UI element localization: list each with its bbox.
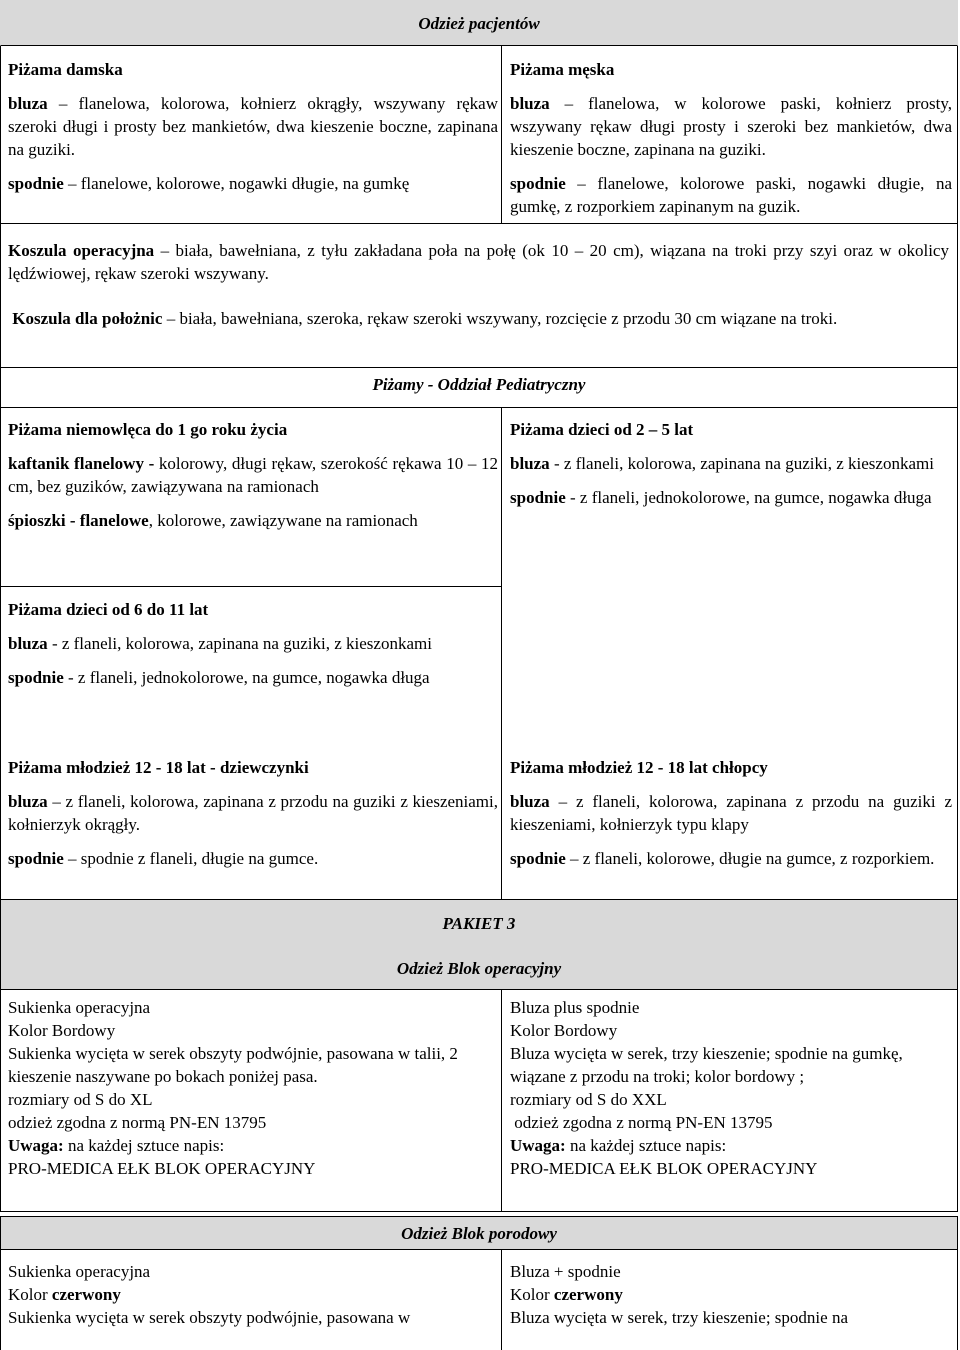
op-set-desc: Bluza wycięta w serek, trzy kieszenie; spodnie na gumkę, wiązane z przodu na troki; kolor bordowy ; — [510, 1044, 903, 1086]
op-set-sizes: rozmiary od S do XXL — [510, 1090, 667, 1109]
kids-2-5-spodnie: spodnie - z flaneli, jednokolorowe, na gumce, nogawka długa — [510, 488, 932, 507]
packet-title: PAKIET 3 — [442, 914, 516, 933]
op-set-print: PRO-MEDICA EŁK BLOK OPERACYJNY — [510, 1159, 818, 1178]
teen-girls-title: Piżama młodzież 12 - 18 lat - dziewczynki — [8, 758, 309, 777]
infant-cell — [8, 418, 498, 532]
del-dress-cell — [8, 1260, 493, 1329]
op-dress-note: Uwaga: na każdej sztuce napis: — [8, 1136, 225, 1155]
patients-header — [0, 0, 958, 46]
column-divider — [501, 408, 502, 899]
teen-girls-cell — [8, 756, 498, 870]
men-bluza: bluza – flanelowa, w kolorowe paski, kołnierz prosty, wszywany rękaw długi prosty i szeroki bez mankietów, dwa kieszenie boczne, zapinana na guziki. — [510, 94, 952, 159]
row-divider — [1, 586, 501, 587]
op-set-cell — [510, 996, 952, 1180]
women-pajama-cell — [8, 58, 498, 195]
teen-boys-spodnie: spodnie – z flaneli, kolorowe, długie na gumce, z rozporkiem. — [510, 849, 935, 868]
column-divider — [501, 990, 502, 1211]
del-set-cell — [510, 1260, 952, 1329]
del-set-color: Kolor czerwony — [510, 1285, 623, 1304]
op-set-norm: odzież zgodna z normą PN-EN 13795 — [510, 1113, 773, 1132]
del-dress-desc: Sukienka wycięta w serek obszyty podwójnie, pasowana w — [8, 1308, 411, 1327]
op-dress-norm: odzież zgodna z normą PN-EN 13795 — [8, 1113, 267, 1132]
pediatric-header — [0, 368, 958, 408]
men-pajama-cell — [510, 58, 952, 218]
teen-boys-title: Piżama młodzież 12 - 18 lat chłopcy — [510, 758, 768, 777]
shirts-section — [0, 224, 958, 368]
del-set-title: Bluza + spodnie — [510, 1262, 621, 1281]
patients-header-title: Odzież pacjentów — [418, 14, 540, 33]
del-dress-title: Sukienka operacyjna — [8, 1262, 151, 1281]
infant-kaftanik: kaftanik flanelowy - kolorowy, długi rękaw, szerokość rękawa 10 – 12 cm, bez guzików, zawiązywana na ramionach — [8, 454, 498, 496]
teen-girls-bluza: bluza – z flaneli, kolorowa, zapinana z przodu na guziki z kieszeniami, kołnierzyk okrągły. — [8, 792, 498, 834]
women-pajama-title: Piżama damska — [8, 60, 123, 79]
op-dress-color: Kolor Bordowy — [8, 1021, 116, 1040]
op-dress-desc: Sukienka wycięta w serek obszyty podwójnie, pasowana w talii, 2 kieszenie naszywane po bokach poniżej pasa. — [8, 1044, 458, 1086]
op-dress-sizes: rozmiary od S do XL — [8, 1090, 153, 1109]
packet-header — [0, 900, 958, 990]
column-divider — [501, 46, 502, 223]
men-spodnie: spodnie – flanelowe, kolorowe paski, nogawki długie, na gumkę, z rozporkiem zapinanym na guzik. — [510, 174, 952, 216]
op-dress-title: Sukienka operacyjna — [8, 998, 151, 1017]
kids-6-11-bluza: bluza - z flaneli, kolorowa, zapinana na guziki, z kieszonkami — [8, 634, 432, 653]
maternity-shirt: Koszula dla położnic – biała, bawełniana, szeroka, rękaw szeroki wszywany, rozcięcie z przodu 30 cm wiązane na troki. — [12, 309, 838, 328]
teen-girls-spodnie: spodnie – spodnie z flaneli, długie na gumce. — [8, 849, 319, 868]
op-dress-cell — [8, 996, 493, 1180]
teen-boys-cell — [510, 756, 952, 870]
pediatric-table — [0, 408, 958, 900]
column-divider — [501, 1250, 502, 1350]
delivery-header-title: Odzież Blok porodowy — [401, 1224, 557, 1243]
kids-2-5-title: Piżama dzieci od 2 – 5 lat — [510, 420, 694, 439]
kids-2-5-cell — [510, 418, 952, 509]
delivery-header — [0, 1216, 958, 1250]
kids-6-11-spodnie: spodnie - z flaneli, jednokolorowe, na gumce, nogawka długa — [8, 668, 430, 687]
del-set-desc: Bluza wycięta w serek, trzy kieszenie; spodnie na — [510, 1308, 848, 1327]
infant-spioszki: śpioszki - flanelowe, kolorowe, zawiązywane na ramionach — [8, 511, 418, 530]
op-set-note: Uwaga: na każdej sztuce napis: — [510, 1136, 727, 1155]
del-dress-color: Kolor czerwony — [8, 1285, 121, 1304]
operating-header-title: Odzież Blok operacyjny — [396, 959, 562, 978]
patients-table — [0, 46, 958, 224]
teen-boys-bluza: bluza – z flaneli, kolorowa, zapinana z przodu na guziki z kieszeniami, kołnierzyk typu klapy — [510, 792, 952, 834]
op-dress-print: PRO-MEDICA EŁK BLOK OPERACYJNY — [8, 1159, 316, 1178]
men-pajama-title: Piżama męska — [510, 60, 615, 79]
kids-6-11-cell — [8, 598, 498, 689]
surgery-shirt: Koszula operacyjna – biała, bawełniana, z tyłu zakładana poła na połę (ok 10 – 20 cm), wiązana na troki przy szyi oraz w okolicy lędźwiowej, rękaw szeroki wszywany. — [8, 241, 949, 283]
op-set-title: Bluza plus spodnie — [510, 998, 640, 1017]
women-spodnie: spodnie – flanelowe, kolorowe, nogawki długie, na gumkę — [8, 174, 410, 193]
op-set-color: Kolor Bordowy — [510, 1021, 618, 1040]
kids-2-5-bluza: bluza - z flaneli, kolorowa, zapinana na guziki, z kieszonkami — [510, 454, 934, 473]
kids-6-11-title: Piżama dzieci od 6 do 11 lat — [8, 600, 209, 619]
pediatric-header-title: Piżamy - Oddział Pediatryczny — [372, 375, 586, 394]
delivery-table — [0, 1250, 958, 1350]
women-bluza: bluza – flanelowa, kolorowa, kołnierz okrągły, wszywany rękaw szeroki długi i prosty bez mankietów, dwa kieszenie boczne, zapinana na guziki. — [8, 94, 499, 159]
operating-table — [0, 990, 958, 1212]
infant-title: Piżama niemowlęca do 1 go roku życia — [8, 420, 288, 439]
